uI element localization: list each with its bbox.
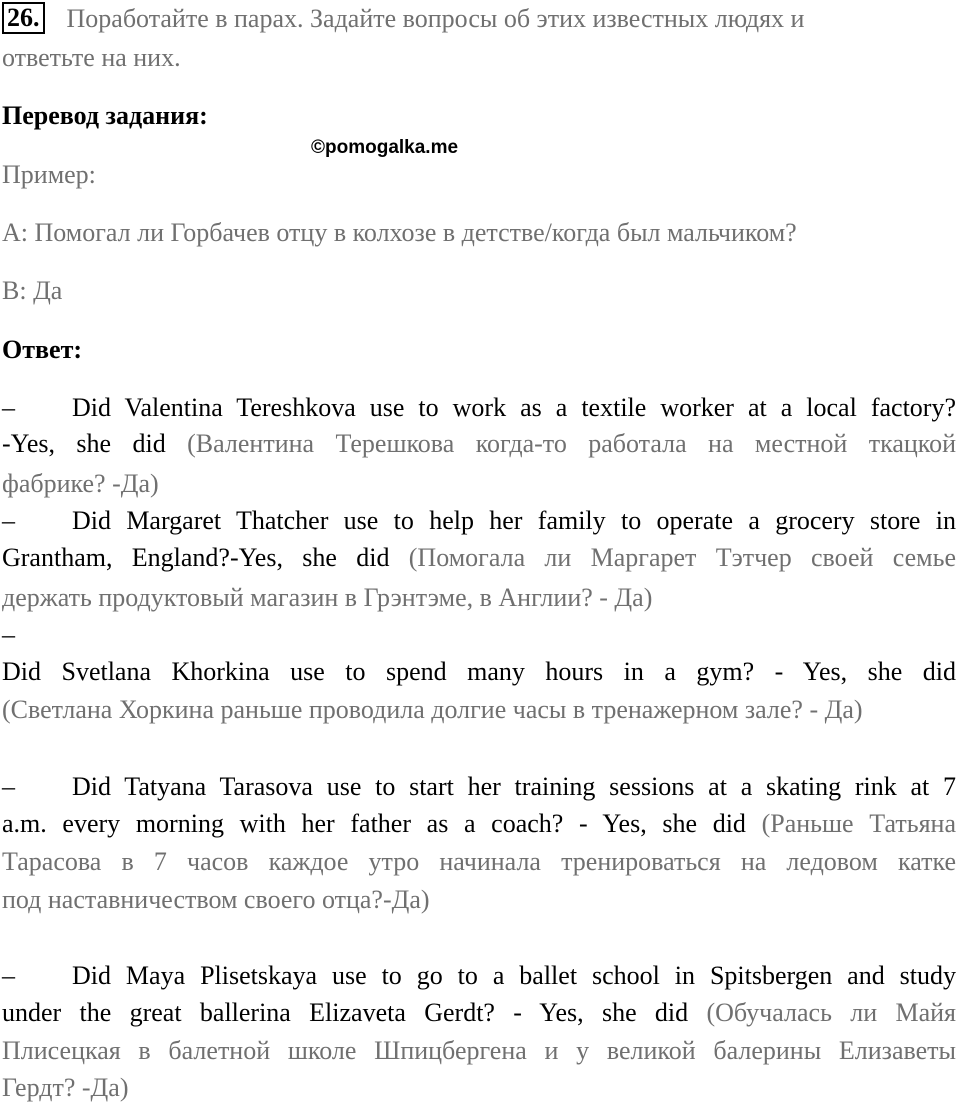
list-dash: – (2, 393, 15, 422)
item-3-dash-line (2, 617, 956, 653)
item-5-line-4: Гердт? -Да) (2, 1073, 129, 1102)
item-2-line-1: – Did Margaret Thatcher use to help her family to operate a grocery store in (2, 503, 956, 539)
translation-heading: Перевод задания: (2, 101, 208, 130)
item-1-line-2: -Yes, she did (Валентина Терешкова когда-то работала на местной ткацкой (2, 429, 956, 458)
watermark: ©pomogalka.me (311, 137, 459, 158)
item-4-line-4: под наставничеством своего отца?-Да) (2, 885, 430, 914)
list-dash: – (2, 961, 15, 990)
answer-heading: Ответ: (2, 335, 83, 364)
item-1-line-1: – Did Valentina Tereshkova use to work as a textile worker at a local factory? (2, 390, 956, 426)
item-5-line-2: under the great ballerina Elizaveta Gerdt? - Yes, she did (Обучалась ли Майя (2, 998, 957, 1027)
example-answer: В: Да (2, 276, 63, 305)
list-dash: – (2, 506, 15, 535)
task-line-1 (2, 1, 956, 37)
example-label: Пример: (2, 160, 96, 189)
list-dash: – (2, 772, 15, 801)
item-5-line-1: – Did Maya Plisetskaya use to go to a ballet school in Spitsbergen and study (2, 958, 956, 994)
item-5-line-3: Плисецкая в балетной школе Шпицбергена и у великой балерины Елизаветы (2, 1036, 956, 1065)
item-4-line-2: a.m. every morning with her father as a coach? - Yes, she did (Раньше Татьяна (2, 809, 956, 838)
item-3-line-2: (Светлана Хоркина раньше проводила долгие часы в тренажерном зале? - Да) (2, 695, 863, 724)
example-question: А: Помогал ли Горбачев отцу в колхозе в детстве/когда был мальчиком? (2, 218, 797, 247)
task-text-1: Поработайте в парах. Задайте вопросы об этих известных людях и (66, 4, 805, 33)
item-1-line-3: фабрике? -Да) (2, 469, 159, 498)
item-4-line-3: Тарасова в 7 часов каждое утро начинала тренироваться на ледовом катке (2, 847, 956, 876)
item-2-line-2: Grantham, England?-Yes, she did (Помогала ли Маргарет Тэтчер своей семье (2, 543, 956, 572)
item-2-line-3: держать продуктовый магазин в Грэнтэме, в Англии? - Да) (2, 583, 653, 612)
list-dash: – (2, 620, 15, 649)
item-3-line-1: Did Svetlana Khorkina use to spend many hours in a gym? - Yes, she did (2, 657, 956, 686)
task-number: 26. (2, 2, 45, 34)
task-line-2: ответьте на них. (2, 43, 181, 72)
item-4-line-1: – Did Tatyana Tarasova use to start her training sessions at a skating rink at 7 (2, 769, 956, 805)
